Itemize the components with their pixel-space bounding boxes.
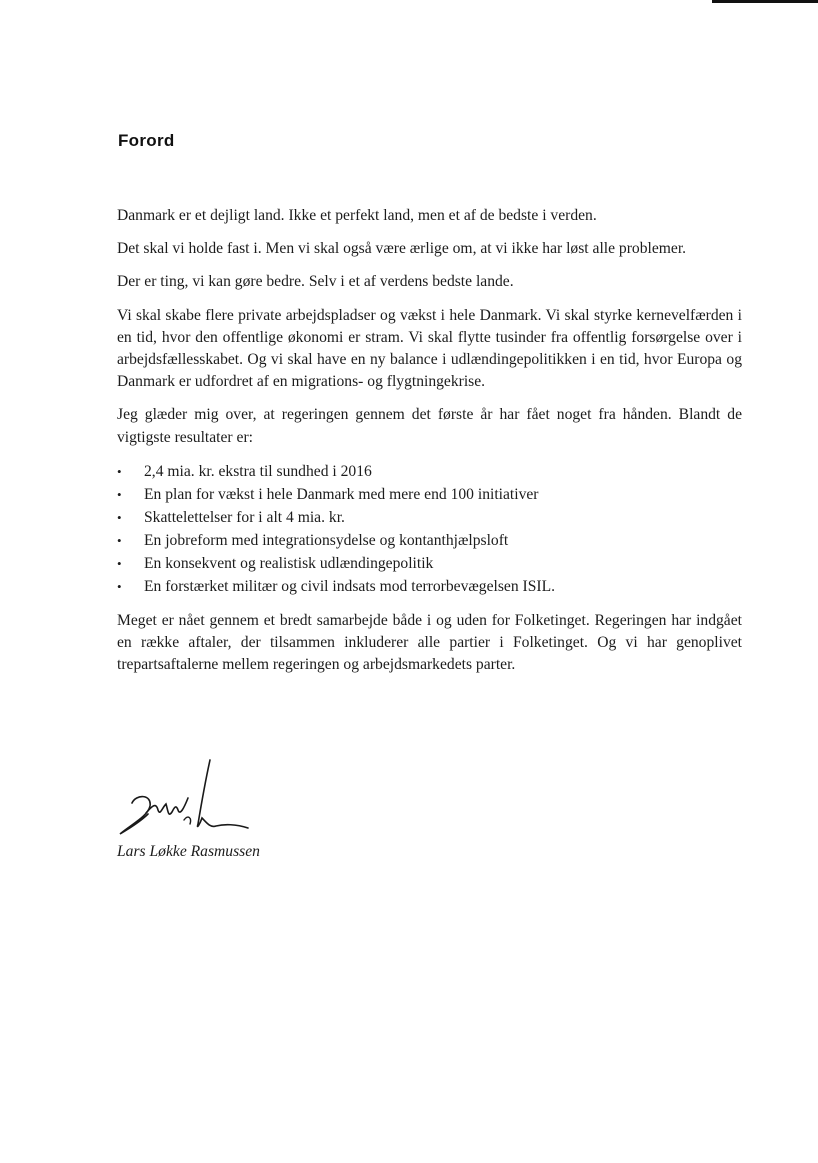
top-edge-rule xyxy=(712,0,818,3)
paragraph: Jeg glæder mig over, at regeringen gennem det første år har fået noget fra hånden. Blandt de vigtigste resultater er: xyxy=(117,406,742,446)
page-heading: Forord xyxy=(118,131,175,150)
paragraph: Danmark er et dejligt land. Ikke et perfekt land, men et af de bedste i verden. xyxy=(117,207,597,224)
handwritten-signature xyxy=(112,758,262,844)
body-text xyxy=(117,205,742,687)
paragraph: Vi skal skabe flere private arbejdspladser og vækst i hele Danmark. Vi skal styrke kernevelfærden i en tid, hvor den offentlige økonomi er stram. Vi skal flytte tusinder fra offentlig forsørgelse over i arbejdsfællesskabet. Og vi skal have en ny balance i udlændingepolitikken i en tid, hvor Europa og Danmark er udfordret af en migrations- og flygtningekrise. xyxy=(117,306,742,391)
signature-name: Lars Løkke Rasmussen xyxy=(117,843,260,860)
list-item: • En plan for vækst i hele Danmark med mere end 100 initiativer xyxy=(117,483,742,506)
paragraph: Det skal vi holde fast i. Men vi skal også være ærlige om, at vi ikke har løst alle problemer. xyxy=(117,240,687,258)
paragraph: Der er ting, vi kan gøre bedre. Selv i et af verdens bedste lande. xyxy=(117,273,514,291)
results-list xyxy=(117,460,742,598)
list-item: • 2,4 mia. kr. ekstra til sundhed i 2016 xyxy=(117,460,742,483)
list-item: • En jobreform med integrationsydelse og kontanthjælpsloft xyxy=(117,529,742,552)
list-item: • Skattelettelser for i alt 4 mia. kr. xyxy=(117,506,742,529)
closing-paragraph: Meget er nået gennem et bredt samarbejde både i og uden for Folketinget. Regeringen har indgået en række aftaler, der tilsammen inkluderer alle partier i Folketinget. Og vi har genoplivet trepartsaftalerne mellem regeringen og arbejdsmarkedets parter. xyxy=(117,611,742,674)
list-item: • En forstærket militær og civil indsats mod terrorbevægelsen ISIL. xyxy=(117,575,742,598)
list-item: • En konsekvent og realistisk udlændingepolitik xyxy=(117,552,742,575)
